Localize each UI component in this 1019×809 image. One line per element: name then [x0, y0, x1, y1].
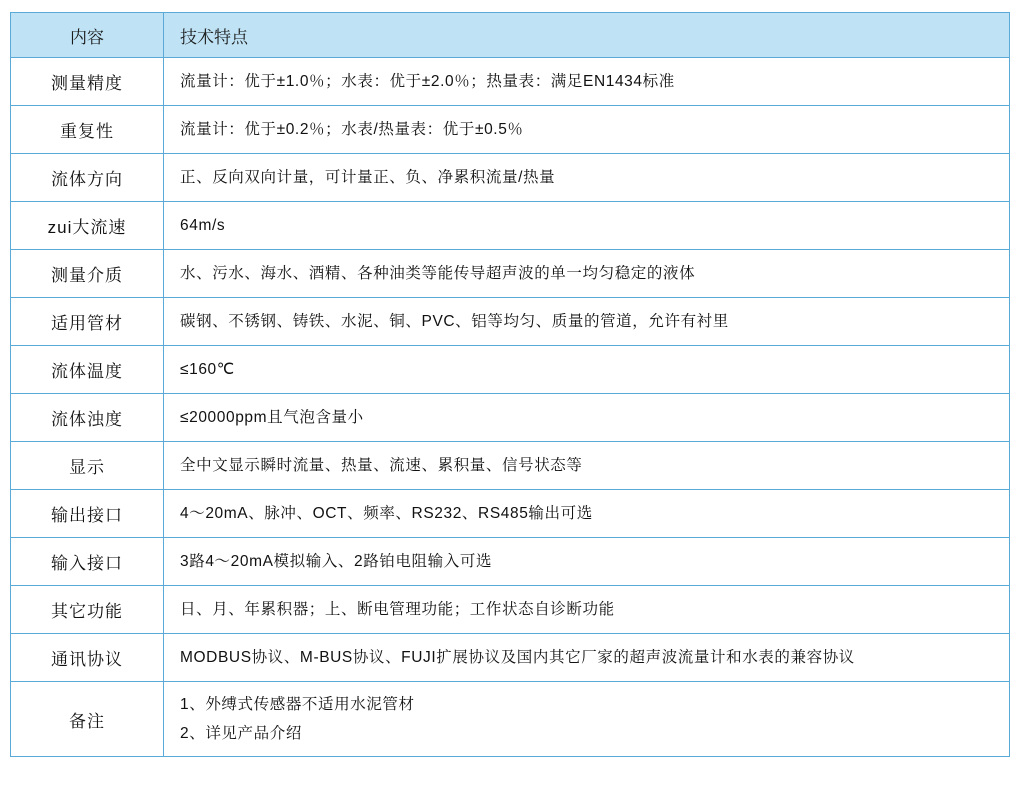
row-value-measured-medium [164, 250, 1010, 298]
row-value-display [164, 442, 1010, 490]
row-value-other-functions [164, 586, 1010, 634]
value-line: 3路4～20mA模拟输入、2路铂电阻输入可选 [180, 552, 493, 570]
table-row [11, 346, 1010, 394]
value-line: 碳钢、不锈钢、铸铁、水泥、铜、PVC、铝等均匀、质量的管道，允许有衬里 [180, 312, 729, 330]
table-row [11, 58, 1010, 106]
row-value-repeatability [164, 106, 1010, 154]
row-label-max-velocity: zui大流速 [11, 202, 164, 250]
row-value-communication-protocol [164, 634, 1010, 682]
row-label-remarks: 备注 [11, 682, 164, 757]
row-label-output-interface: 输出接口 [11, 490, 164, 538]
row-value-remarks [164, 682, 1010, 757]
table-row [11, 298, 1010, 346]
row-value-output-interface [164, 490, 1010, 538]
value-line: 全中文显示瞬时流量、热量、流速、累积量、信号状态等 [180, 456, 583, 474]
column-header-features: 技术特点 [164, 13, 1010, 58]
row-label-other-functions: 其它功能 [11, 586, 164, 634]
table-row [11, 154, 1010, 202]
value-line: 水、污水、海水、酒精、各种油类等能传导超声波的单一均匀稳定的液体 [180, 264, 696, 282]
row-value-measurement-accuracy [164, 58, 1010, 106]
table-body [11, 58, 1010, 757]
row-label-measurement-accuracy: 测量精度 [11, 58, 164, 106]
value-line: 2、详见产品介绍 [180, 725, 302, 742]
value-line: 64m/s [180, 216, 226, 234]
value-line: 流量计：优于±1.0％；水表：优于±2.0％；热量表：满足EN1434标准 [180, 72, 675, 90]
row-label-pipe-material: 适用管材 [11, 298, 164, 346]
row-value-input-interface [164, 538, 1010, 586]
row-value-pipe-material [164, 298, 1010, 346]
row-label-input-interface: 输入接口 [11, 538, 164, 586]
row-value-fluid-turbidity [164, 394, 1010, 442]
table-row [11, 106, 1010, 154]
row-label-fluid-turbidity: 流体浊度 [11, 394, 164, 442]
row-value-max-velocity [164, 202, 1010, 250]
value-line: 流量计：优于±0.2％；水表/热量表：优于±0.5％ [180, 120, 524, 138]
table-row [11, 442, 1010, 490]
row-value-fluid-direction [164, 154, 1010, 202]
row-label-repeatability: 重复性 [11, 106, 164, 154]
value-line: ≤160℃ [180, 360, 235, 378]
row-label-fluid-direction: 流体方向 [11, 154, 164, 202]
value-line: MODBUS协议、M-BUS协议、FUJI扩展协议及国内其它厂家的超声波流量计和水表的兼容协议 [180, 648, 855, 666]
table-row [11, 682, 1010, 757]
table-row [11, 538, 1010, 586]
value-line: 1、外缚式传感器不适用水泥管材 [180, 695, 415, 713]
table-row [11, 394, 1010, 442]
table-header-row [11, 13, 1010, 58]
value-line: 正、反向双向计量，可计量正、负、净累积流量/热量 [180, 168, 556, 186]
value-line: ≤20000ppm且气泡含量小 [180, 408, 364, 426]
table-header [11, 13, 1010, 58]
row-label-fluid-temperature: 流体温度 [11, 346, 164, 394]
row-label-measured-medium: 测量介质 [11, 250, 164, 298]
row-label-display: 显示 [11, 442, 164, 490]
specification-table [10, 12, 1010, 757]
value-line: 日、月、年累积器；上、断电管理功能；工作状态自诊断功能 [180, 600, 615, 618]
row-label-communication-protocol: 通讯协议 [11, 634, 164, 682]
table-row [11, 490, 1010, 538]
value-line: 4～20mA、脉冲、OCT、频率、RS232、RS485输出可选 [180, 504, 593, 522]
column-header-content: 内容 [11, 13, 164, 58]
table-row [11, 586, 1010, 634]
table-row [11, 634, 1010, 682]
table-row [11, 250, 1010, 298]
row-value-fluid-temperature [164, 346, 1010, 394]
table-row [11, 202, 1010, 250]
